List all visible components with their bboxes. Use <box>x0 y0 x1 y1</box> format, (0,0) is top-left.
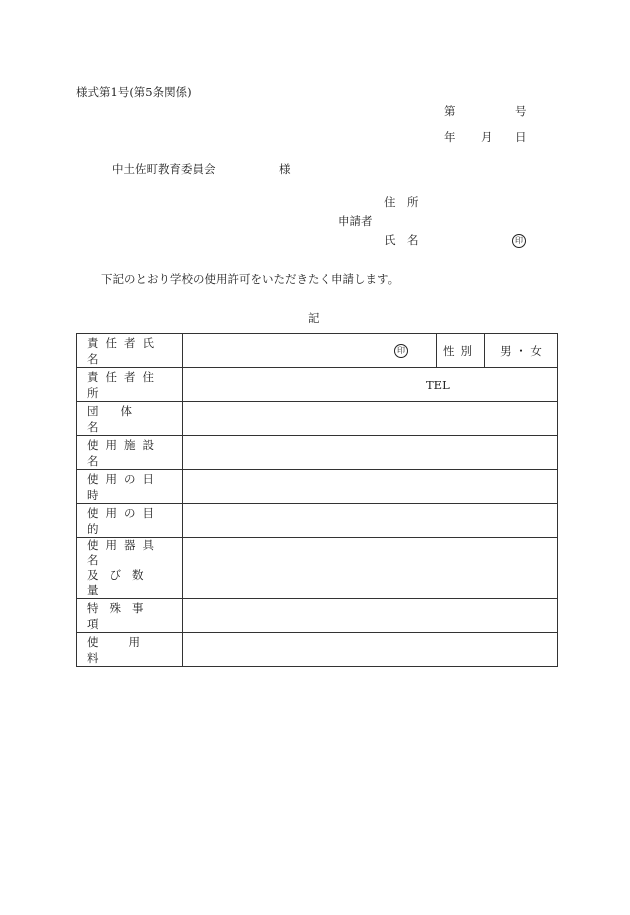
equipment-label-line1: 使用器具名 <box>87 538 161 567</box>
applicant-label: 申請者 <box>338 214 373 228</box>
responsible-address-field[interactable] <box>183 368 558 402</box>
responsible-name-field[interactable] <box>183 334 437 368</box>
facility-field[interactable] <box>183 436 558 470</box>
date-month: 月 <box>481 130 493 144</box>
row-responsible-address <box>77 368 558 402</box>
datetime-field[interactable] <box>183 470 558 504</box>
special-field[interactable] <box>183 599 558 633</box>
application-table <box>76 333 558 667</box>
date-day: 日 <box>515 130 527 144</box>
purpose-label: 使用の目的 <box>77 504 183 538</box>
row-special <box>77 599 558 633</box>
group-name-label: 団体名 <box>77 402 183 436</box>
row-equipment <box>77 538 558 599</box>
special-label: 特殊事項 <box>77 599 183 633</box>
name-label: 氏 名 <box>384 233 419 247</box>
datetime-label: 使用の日時 <box>77 470 183 504</box>
date-year: 年 <box>444 130 456 144</box>
addressee-honorific: 様 <box>279 162 291 176</box>
row-responsible-name <box>77 334 558 368</box>
doc-number-suffix: 号 <box>515 104 527 118</box>
ki-label: 記 <box>308 311 320 325</box>
fee-field[interactable] <box>183 633 558 667</box>
seal-icon: 印 <box>394 344 408 358</box>
gender-label: 性別 <box>437 334 485 368</box>
group-name-field[interactable] <box>183 402 558 436</box>
responsible-address-label: 責任者住所 <box>77 368 183 402</box>
equipment-label-line2: 及び数量 <box>87 568 155 597</box>
equipment-label <box>77 538 183 599</box>
row-fee <box>77 633 558 667</box>
responsible-name-label <box>77 334 183 368</box>
row-facility <box>77 436 558 470</box>
address-label: 住 所 <box>384 195 419 209</box>
doc-number-prefix: 第 <box>444 104 456 118</box>
row-group-name <box>77 402 558 436</box>
fee-label: 使用料 <box>77 633 183 667</box>
seal-icon <box>512 232 526 248</box>
purpose-field[interactable] <box>183 504 558 538</box>
row-purpose <box>77 504 558 538</box>
tel-label: TEL <box>426 377 450 392</box>
facility-label: 使用施設名 <box>77 436 183 470</box>
row-datetime <box>77 470 558 504</box>
addressee-name: 中土佐町教育委員会 <box>112 162 216 176</box>
responsible-name-text: 責任者氏名 <box>87 335 161 366</box>
form-number: 様式第1号(第5条関係) <box>76 85 192 99</box>
seal-mark: 印 <box>512 234 526 248</box>
body-text: 下記のとおり学校の使用許可をいただきたく申請します。 <box>101 272 400 286</box>
gender-options[interactable]: 男 ・ 女 <box>485 334 558 368</box>
equipment-field[interactable] <box>183 538 558 599</box>
